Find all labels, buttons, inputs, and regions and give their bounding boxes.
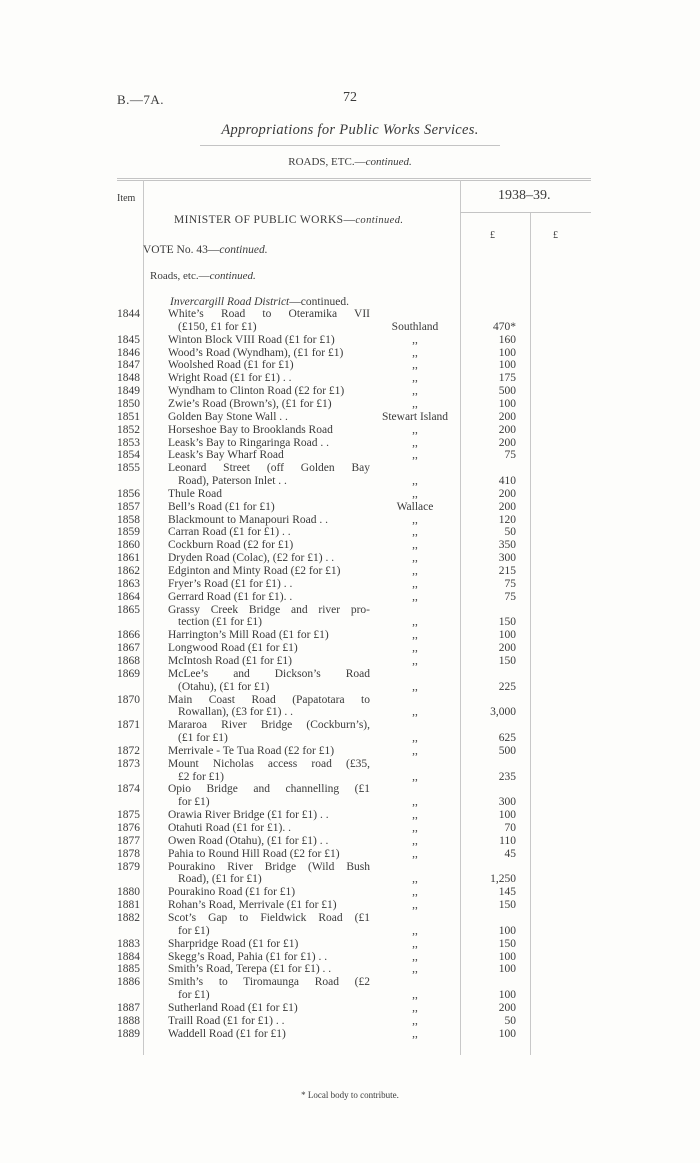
vote-heading — [143, 244, 268, 256]
electorate: ,, — [412, 539, 418, 552]
item-number: 1869 — [117, 667, 140, 680]
item-number: 1882 — [117, 911, 140, 924]
item-description: McLee’s and Dickson’s Road — [168, 667, 370, 680]
item-number: 1849 — [117, 385, 140, 398]
item-description: Road), Paterson Inlet . . — [178, 475, 287, 488]
item-number: 1853 — [117, 436, 140, 449]
item-description: Pahia to Round Hill Road (£2 for £1) — [168, 847, 340, 860]
vote-heading-continued: continued. — [219, 244, 268, 256]
electorate: ,, — [412, 385, 418, 398]
amount: 625 — [498, 732, 516, 745]
item-description: Thule Road — [168, 487, 222, 500]
amount: 1,250 — [490, 873, 516, 886]
pound-sign-2: £ — [553, 230, 558, 241]
item-number: 1888 — [117, 1014, 140, 1027]
item-number: 1883 — [117, 937, 140, 950]
electorate: ,, — [412, 397, 418, 410]
item-number: 1862 — [117, 565, 140, 577]
electorate: ,, — [412, 552, 418, 565]
electorate: ,, — [412, 770, 418, 783]
page-title — [0, 122, 700, 139]
item-description: Smith’s to Tiromaunga Road (£2 — [168, 976, 370, 989]
electorate: ,, — [412, 834, 418, 847]
table-top-rule-2 — [117, 180, 591, 181]
electorate: ,, — [412, 899, 418, 912]
item-description: Horseshoe Bay to Brooklands Road — [168, 423, 333, 436]
electorate: ,, — [412, 475, 418, 488]
item-description: Merrivale - Te Tua Road (£2 for £1) — [168, 744, 335, 757]
item-number: 1859 — [117, 526, 140, 539]
electorate: ,, — [412, 873, 418, 886]
amount: 300 — [498, 796, 516, 809]
item-description: Mount Nicholas access road (£35, — [168, 757, 370, 770]
item-description: Woolshed Road (£1 for £1) — [168, 359, 294, 372]
item-description: Orawia River Bridge (£1 for £1) . . — [168, 809, 329, 822]
item-number: 1875 — [117, 809, 140, 822]
vote-heading-main: VOTE No. 43— — [143, 244, 220, 256]
amount: 235 — [498, 770, 516, 783]
electorate: ,, — [412, 1027, 418, 1040]
item-description: Road), (£1 for £1) — [178, 873, 262, 886]
item-description: Opio Bridge and channelling (£1 — [168, 783, 370, 796]
item-number: 1878 — [117, 847, 140, 860]
electorate: ,, — [412, 423, 418, 436]
item-number: 1876 — [117, 822, 140, 834]
item-description: Fryer’s Road (£1 for £1) . . — [168, 577, 293, 590]
electorate: ,, — [412, 886, 418, 899]
item-number: 1865 — [117, 603, 140, 616]
subtitle-continued: continued. — [365, 156, 412, 168]
item-description: Cockburn Road (£2 for £1) — [168, 539, 294, 552]
electorate: ,, — [412, 937, 418, 950]
amount: 160 — [498, 333, 516, 346]
item-number: 1877 — [117, 834, 140, 847]
electorate: ,, — [412, 924, 418, 937]
electorate: ,, — [412, 333, 418, 346]
electorate: ,, — [412, 1014, 418, 1027]
item-number: 1847 — [117, 359, 140, 372]
item-number: 1870 — [117, 693, 140, 706]
amount: 200 — [498, 500, 516, 513]
item-description: Scot’s Gap to Fieldwick Road (£1 — [168, 911, 370, 924]
amount: 120 — [498, 513, 516, 526]
item-number: 1851 — [117, 410, 140, 423]
item-description: Wood’s Road (Wyndham), (£1 for £1) — [168, 346, 344, 359]
item-number: 1889 — [117, 1027, 140, 1040]
electorate: ,, — [412, 796, 418, 809]
item-number: 1872 — [117, 744, 140, 757]
amount: 200 — [498, 1001, 516, 1014]
amount: 150 — [498, 616, 516, 629]
item-number: 1881 — [117, 899, 140, 912]
roads-heading-continued: continued. — [209, 270, 256, 282]
electorate: ,, — [412, 950, 418, 963]
amount: 50 — [504, 1014, 516, 1027]
item-number: 1846 — [117, 346, 140, 359]
amount: 100 — [498, 629, 516, 642]
section-subtitle — [0, 156, 700, 168]
item-description: Grassy Creek Bridge and river pro- — [168, 603, 370, 616]
year-header-rule — [460, 212, 591, 213]
table-row — [0, 1027, 700, 1041]
item-description: Sutherland Road (£1 for £1) — [168, 1001, 298, 1014]
item-description: Skegg’s Road, Pahia (£1 for £1) . . — [168, 950, 328, 963]
electorate: ,, — [412, 436, 418, 449]
amount: 500 — [498, 385, 516, 398]
footnote: * Local body to contribute. — [301, 1090, 399, 1100]
electorate: ,, — [412, 989, 418, 1002]
amount: 100 — [498, 963, 516, 976]
amount: 100 — [498, 989, 516, 1002]
item-description: £2 for £1) — [178, 770, 224, 783]
electorate: ,, — [412, 847, 418, 860]
item-number: 1874 — [117, 783, 140, 796]
item-description: Leask’s Bay Wharf Road — [168, 449, 284, 462]
amount: 100 — [498, 924, 516, 937]
electorate: ,, — [412, 629, 418, 642]
item-number: 1868 — [117, 654, 140, 667]
item-description: Leonard Street (off Golden Bay — [168, 462, 370, 475]
item-number: 1885 — [117, 963, 140, 976]
item-number: 1861 — [117, 552, 140, 565]
amount: 470* — [493, 320, 516, 333]
table-top-rule — [117, 178, 591, 179]
item-number: 1871 — [117, 719, 140, 732]
item-description: Carran Road (£1 for £1) . . — [168, 526, 291, 539]
electorate: Wallace — [396, 500, 434, 513]
item-description: Waddell Road (£1 for £1) — [168, 1027, 286, 1040]
item-number: 1884 — [117, 950, 140, 963]
electorate: ,, — [412, 654, 418, 667]
item-number: 1858 — [117, 513, 140, 526]
item-number: 1854 — [117, 449, 140, 462]
amount: 75 — [504, 577, 516, 590]
electorate: ,, — [412, 590, 418, 603]
electorate: ,, — [412, 346, 418, 359]
amount: 110 — [499, 834, 516, 847]
amount: 3,000 — [490, 706, 516, 719]
item-description: (£1 for £1) — [178, 732, 228, 745]
item-description: tection (£1 for £1) — [178, 616, 262, 629]
amount: 300 — [498, 552, 516, 565]
electorate: ,, — [412, 963, 418, 976]
electorate: ,, — [412, 744, 418, 757]
item-description: White’s Road to Oteramika VII — [168, 308, 370, 320]
amount: 200 — [498, 436, 516, 449]
item-number: 1855 — [117, 462, 140, 475]
item-number: 1844 — [117, 308, 140, 320]
item-description: Pourakino Road (£1 for £1) — [168, 886, 296, 899]
amount: 200 — [498, 410, 516, 423]
amount: 150 — [498, 937, 516, 950]
amount: 150 — [498, 899, 516, 912]
ministry-heading — [174, 214, 403, 226]
amount: 75 — [504, 449, 516, 462]
amount: 100 — [498, 809, 516, 822]
subtitle-main: ROADS, ETC.— — [288, 156, 366, 168]
item-description: Rowallan), (£3 for £1) . . — [178, 706, 293, 719]
item-number: 1848 — [117, 372, 140, 385]
amount: 100 — [498, 346, 516, 359]
item-description: (Otahu), (£1 for £1) — [178, 680, 270, 693]
item-description: Gerrard Road (£1 for £1). . — [168, 590, 293, 603]
district-heading-main: Invercargill Road District — [170, 296, 290, 308]
amount: 350 — [498, 539, 516, 552]
electorate: Southland — [391, 320, 439, 333]
item-description: Winton Block VIII Road (£1 for £1) — [168, 333, 335, 346]
item-number: 1860 — [117, 539, 140, 552]
amount: 100 — [498, 1027, 516, 1040]
pound-sign-1: £ — [490, 230, 495, 241]
item-description: (£150, £1 for £1) — [178, 320, 257, 333]
electorate: Stewart Island — [381, 410, 449, 423]
amount: 200 — [498, 642, 516, 655]
item-description: Mararoa River Bridge (Cockburn’s), — [168, 719, 370, 732]
electorate: ,, — [412, 487, 418, 500]
item-description: for £1) — [178, 989, 210, 1002]
item-description: Blackmount to Manapouri Road . . — [168, 513, 329, 526]
amount: 200 — [498, 487, 516, 500]
item-description: McIntosh Road (£1 for £1) — [168, 654, 292, 667]
item-description: Owen Road (Otahu), (£1 for £1) . . — [168, 834, 329, 847]
electorate: ,, — [412, 1001, 418, 1014]
amount: 100 — [498, 950, 516, 963]
electorate: ,, — [412, 449, 418, 462]
item-number: 1887 — [117, 1001, 140, 1014]
electorate: ,, — [412, 680, 418, 693]
item-description: Dryden Road (Colac), (£2 for £1) . . — [168, 552, 335, 565]
electorate: ,, — [412, 706, 418, 719]
item-number: 1845 — [117, 333, 140, 346]
electorate: ,, — [412, 526, 418, 539]
electorate: ,, — [412, 822, 418, 834]
item-description: Wyndham to Clinton Road (£2 for £1) — [168, 385, 345, 398]
electorate: ,, — [412, 359, 418, 372]
district-heading-continued: —continued. — [289, 296, 349, 308]
item-description: Pourakino River Bridge (Wild Bush — [168, 860, 370, 873]
item-description: Wright Road (£1 for £1) . . — [168, 372, 292, 385]
roads-heading — [150, 270, 256, 282]
item-description: Leask’s Bay to Ringaringa Road . . — [168, 436, 329, 449]
electorate: ,, — [412, 732, 418, 745]
amount: 50 — [504, 526, 516, 539]
item-number: 1880 — [117, 886, 140, 899]
amount: 215 — [498, 565, 516, 577]
item-number: 1873 — [117, 757, 140, 770]
amount: 410 — [498, 475, 516, 488]
amount: 500 — [498, 744, 516, 757]
electorate: ,, — [412, 642, 418, 655]
amount: 225 — [498, 680, 516, 693]
item-description: Rohan’s Road, Merrivale (£1 for £1) — [168, 899, 337, 912]
electorate: ,, — [412, 577, 418, 590]
item-number: 1863 — [117, 577, 140, 590]
item-description: Traill Road (£1 for £1) . . — [168, 1014, 285, 1027]
amount: 100 — [498, 397, 516, 410]
item-number: 1879 — [117, 860, 140, 873]
item-description: Edginton and Minty Road (£2 for £1) — [168, 565, 341, 577]
amount: 100 — [498, 359, 516, 372]
amount: 145 — [498, 886, 516, 899]
amount: 75 — [504, 590, 516, 603]
amount: 150 — [498, 654, 516, 667]
item-description: Sharpridge Road (£1 for £1) — [168, 937, 299, 950]
ministry-heading-main: MINISTER OF PUBLIC WORKS— — [174, 214, 356, 226]
electorate: ,, — [412, 616, 418, 629]
item-number: 1864 — [117, 590, 140, 603]
item-description: for £1) — [178, 924, 210, 937]
item-description: Zwie’s Road (Brown’s), (£1 for £1) — [168, 397, 332, 410]
item-number: 1857 — [117, 500, 140, 513]
item-description: Main Coast Road (Papatotara to — [168, 693, 370, 706]
year-column-header: 1938–39. — [498, 188, 551, 203]
item-description: Bell’s Road (£1 for £1) — [168, 500, 275, 513]
electorate: ,, — [412, 372, 418, 385]
item-number: 1886 — [117, 976, 140, 989]
electorate: ,, — [412, 809, 418, 822]
amount: 175 — [498, 372, 516, 385]
amount: 70 — [504, 822, 516, 834]
item-number: 1856 — [117, 487, 140, 500]
item-description: for £1) — [178, 796, 210, 809]
document-code: B.—7A. — [117, 92, 165, 107]
item-column-header: Item — [117, 193, 136, 204]
item-number: 1866 — [117, 629, 140, 642]
electorate: ,, — [412, 513, 418, 526]
item-number: 1867 — [117, 642, 140, 655]
item-description: Golden Bay Stone Wall . . — [168, 410, 288, 423]
item-description: Harrington’s Mill Road (£1 for £1) — [168, 629, 329, 642]
title-rule — [200, 145, 500, 146]
item-description: Otahuti Road (£1 for £1). . — [168, 822, 291, 834]
item-description: Smith’s Road, Terepa (£1 for £1) . . — [168, 963, 332, 976]
item-number: 1850 — [117, 397, 140, 410]
page-number: 72 — [343, 90, 357, 105]
item-number: 1852 — [117, 423, 140, 436]
ministry-heading-continued: continued. — [355, 215, 404, 226]
electorate: ,, — [412, 565, 418, 577]
item-description: Longwood Road (£1 for £1) — [168, 642, 298, 655]
amount: 45 — [504, 847, 516, 860]
page-title-text: Appropriations for Public Works Services. — [221, 122, 479, 138]
roads-heading-main: Roads, etc.— — [150, 270, 210, 282]
amount: 200 — [498, 423, 516, 436]
